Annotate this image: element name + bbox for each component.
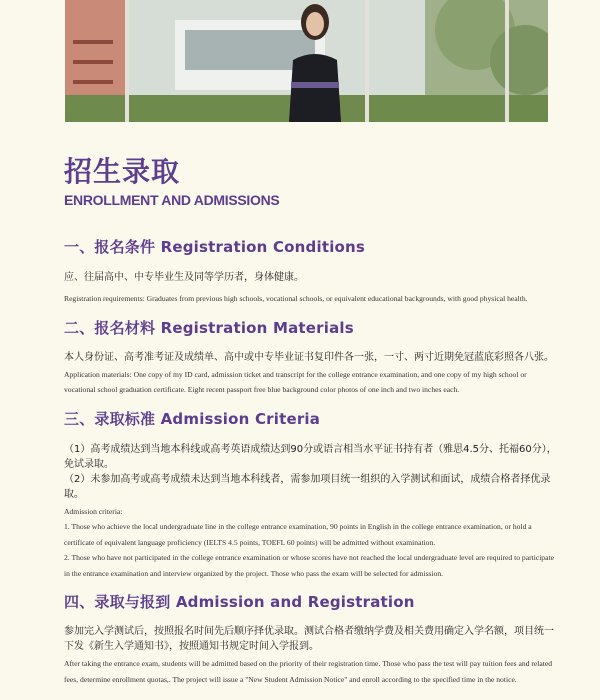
section-heading: 一、报名条件 Registration Conditions — [64, 238, 366, 256]
section-body-en: Registration requirements: Graduates from previous high schools, vocational schools, or equivalent educational backgrounds, with good physical health. — [64, 294, 528, 303]
section-body-en: After taking the entrance exam, students will be admitted based on the priority of their registration time. Those who pass the test will pay tuition fees and related fees, determine enrollment quotas,. The project will issue a "New Student Admission Notice" and enroll according to the specified time in the notice. — [64, 659, 553, 684]
section-body-en: Admission criteria: — [64, 506, 123, 516]
page-title: 招生录取 — [64, 155, 181, 188]
section-body-en: 2. Those who have not participated in the college entrance examination or whose scores have not reached the local undergraduate level are required to participate in the entrance examination and interview organized by the project. Those who pass the exam will be selected for admission. — [64, 553, 554, 578]
section-registration-materials — [64, 317, 560, 398]
hero-photo — [65, 0, 548, 122]
section-body-en: Application materials: One copy of my ID card, admission ticket and transcript for the college entrance examination, and one copy of my high school or vocational school graduation certificate. Eight recent passport free blue background color photos of one inch and two inches each. — [64, 369, 527, 394]
section-body-en: 1. Those who achieve the local undergraduate line in the college entrance examination, 90 points in English in the college entrance examination, or hold a certificate of equivalent language proficiency (IELTS 4.5 points, TOEFL 60 points) will be admitted without examination. — [64, 522, 532, 547]
section-body-zh: （1）高考成绩达到当地本科线或高考英语成绩达到90分或语言相当水平证书持有者（雅思4.5分、托福60分），免试录取。 — [64, 443, 557, 470]
section-admission-criteria — [64, 408, 560, 582]
section-heading: 四、录取与报到 Admission and Registration — [64, 593, 415, 611]
section-body-zh: 参加完入学测试后，按照报名时间先后顺序择优录取。测试合格者缴纳学费及相关费用确定入学名额，项目统一下发《新生入学通知书》，按照通知书规定时间入学报到。 — [64, 626, 554, 652]
page-subtitle: ENROLLMENT AND ADMISSIONS — [64, 192, 280, 208]
section-registration-conditions — [64, 236, 560, 307]
section-heading: 三、录取标准 Admission Criteria — [64, 409, 321, 428]
content — [64, 236, 560, 687]
section-admission-registration — [64, 591, 560, 687]
section-heading: 二、报名材料 Registration Materials — [64, 318, 354, 337]
section-body-zh: 本人身份证、高考准考证及成绩单、高中或中专毕业证书复印件各一张，一寸、两寸近期免冠蓝底彩照各八张。 — [64, 351, 554, 363]
section-body-zh: 应、往届高中、中专毕业生及同等学历者，身体健康。 — [64, 272, 304, 283]
section-body-zh: （2）未参加高考或高考成绩未达到当地本科线者，需参加项目统一组织的入学测试和面试，成绩合格者择优录取。 — [64, 473, 551, 500]
